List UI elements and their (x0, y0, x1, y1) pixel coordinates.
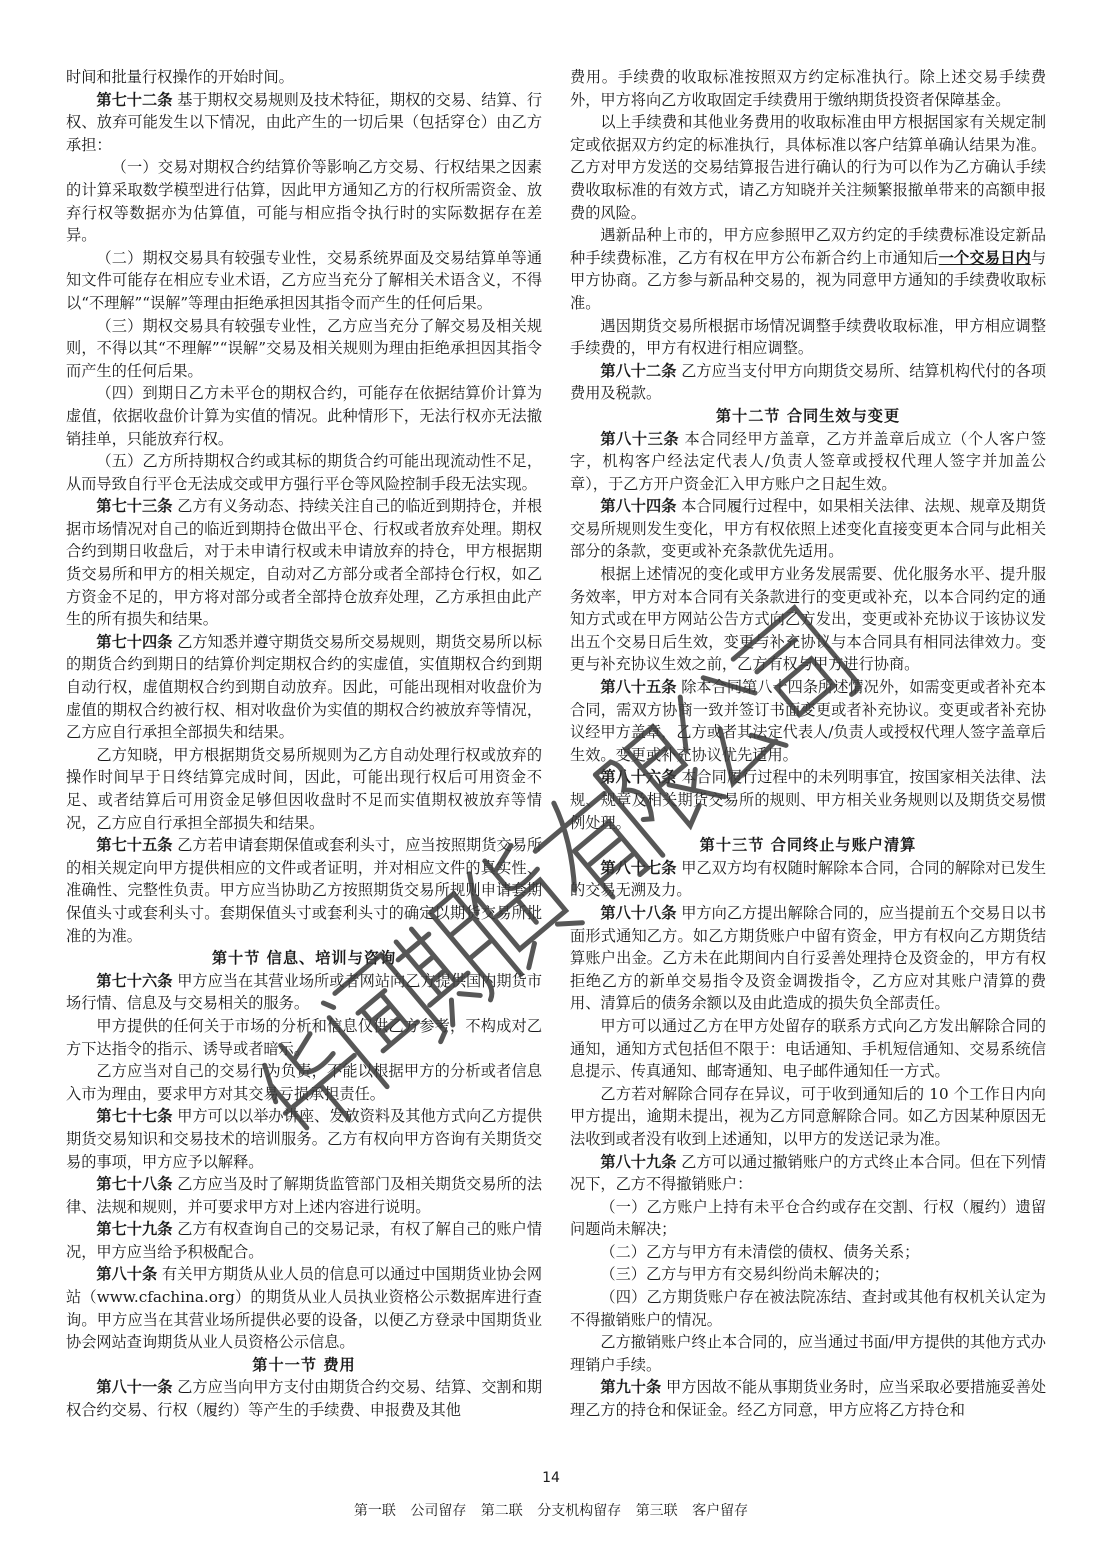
section-heading-13: 第十三节 合同终止与账户清算 (699, 836, 917, 855)
article-75: 第七十五条 乙方若申请套期保值或套利头寸，应当按照期货交易所的相关规定向甲方提供相应的文件或者证明，并对相应文件的真实性、准确性、完整性负责。甲方应当协助乙方按照期货交易所规则申请套期保值头寸或套利头寸。套期保值头寸或套利头寸的确定以期货交易所批准的为准。 (66, 836, 543, 945)
paragraph: 费用。手续费的收取标准按照双方约定标准执行。除上述交易手续费外，甲方将向乙方收取固定手续费用于缴纳期货投资者保障基金。 (570, 68, 1046, 109)
article-82: 第八十二条 乙方应当支付甲方向期货交易所、结算机构代付的各项费用及税款。 (570, 361, 1047, 403)
article-72: 第七十二条 基于期权交易规则及技术特征，期权的交易、结算、行权、放弃可能发生以下情况，由此产生的一切后果（包括穿仓）由乙方承担： (66, 90, 543, 154)
section-heading-12: 第十二节 合同生效与变更 (715, 406, 901, 425)
list-item: （四）乙方期货账户存在被法院冻结、查封或其他有权机关认定为不得撤销账户的情况。 (570, 1288, 1046, 1329)
article-84: 第八十四条 本合同履行过程中，如果相关法律、法规、规章及期货交易所规则发生变化，甲方有权依照上述变化直接变更本合同与此相关部分的条款，变更或补充条款优先适用。 (570, 497, 1047, 561)
paragraph: 甲方可以通过乙方在甲方处留存的联系方式向乙方发出解除合同的通知，通知方式包括但不限于：电话通知、手机短信通知、交易系统信息提示、传真通知、邮寄通知、电子邮件通知任一方式。 (570, 1016, 1046, 1081)
article-86: 第八十六条 本合同履行过程中的未列明事宜，按国家相关法律、法规、规章及相关期货交易所的规则、甲方相关业务规则以及期货交易惯例处理。 (570, 768, 1047, 832)
article-77: 第七十七条 甲方可以以举办讲座、发放资料及其他方式向乙方提供期货交易知识和交易技术的培训服务。乙方有权向甲方咨询有关期货交易的事项，甲方应予以解释。 (66, 1107, 543, 1171)
paragraph: （二）期权交易具有较强专业性，交易系统界面及交易结算单等通知文件可能存在相应专业术语，乙方应当充分了解相关术语含义，不得以“不理解”“误解”等理由拒绝承担因其指令而产生的任何后果。 (66, 248, 542, 312)
paragraph: 甲方提供的任何关于市场的分析和信息仅供乙方参考，不构成对乙方下达指令的指示、诱导或者暗示。 (66, 1016, 542, 1058)
article-90: 第九十条 甲方因故不能从事期货业务时，应当采取必要措施妥善处理乙方的持仓和保证金。经乙方同意，甲方应将乙方持仓和 (570, 1378, 1047, 1420)
right-column (570, 66, 1046, 1422)
list-item: （二）乙方与甲方有未清偿的债权、债务关系； (600, 1242, 920, 1261)
article-89: 第八十九条 乙方可以通过撤销账户的方式终止本合同。但在下列情况下，乙方不得撤销账户： (570, 1152, 1047, 1194)
article-78: 第七十八条 乙方应当及时了解期货监管部门及相关期货交易所的法律、法规和规则，并可要求甲方对上述内容进行说明。 (66, 1175, 543, 1216)
article-81: 第八十一条 乙方应当向甲方支付由期货合约交易、结算、交割和期权合约交易、行权（履约）等产生的手续费、申报费及其他 (66, 1378, 543, 1420)
section-heading-10: 第十节 信息、培训与咨询 (211, 949, 397, 968)
article-76: 第七十六条 甲方应当在其营业场所或者网站向乙方提供国内期货市场行情、信息及与交易相关的服务。 (66, 971, 543, 1013)
article-80: 第八十条 有关甲方期货从业人员的信息可以通过中国期货业协会网站（www.cfachina.org）的期货从业人员执业资格公示数据库进行查询。甲方应当在其营业场所提供必要的设备，以便乙方登录中国期货业协会网站查询期货从业人员资格公示信息。 (66, 1265, 543, 1352)
paragraph: 时间和批量行权操作的开始时间。 (66, 68, 294, 86)
paragraph: 乙方应当对自己的交易行为负责，不能以根据甲方的分析或者信息入市为理由，要求甲方对其交易亏损承担责任。 (66, 1062, 542, 1103)
section-heading-11: 第十一节 费用 (252, 1355, 356, 1374)
list-item: （一）乙方账户上持有未平仓合约或存在交割、行权（履约）遗留问题尚未解决； (570, 1197, 1046, 1239)
paragraph: （四）到期日乙方未平仓的期权合约，可能存在依据结算价计算为虚值，依据收盘价计算为实值的情况。此种情形下，无法行权亦无法撤销挂单，只能放弃行权。 (66, 384, 542, 448)
paragraph: 遇因期货交易所根据市场情况调整手续费收取标准，甲方相应调整手续费的，甲方有权进行相应调整。 (570, 316, 1046, 358)
paragraph: 遇新品种上市的，甲方应参照甲乙双方约定的手续费标准设定新品种手续费标准，乙方有权在甲方公布新合约上市通知后一个交易日内与甲方协商。乙方参与新品种交易的，视为同意甲方通知的手续费收取标准。 (570, 226, 1047, 312)
underlined-term: 一个交易日内 (938, 248, 1031, 267)
article-74: 第七十四条 乙方知悉并遵守期货交易所交易规则，期货交易所以标的期货合约到期日的结算价判定期权合约的实虚值，实值期权合约到期自动行权，虚值期权合约到期自动放弃。因此，可能出现相对收盘价为虚值的期权合约被行权、相对收盘价为实值的期权合约被放弃等情况，乙方应自行承担全部损失和结果。 (66, 632, 543, 742)
left-column (66, 66, 542, 1422)
article-87: 第八十七条 甲乙双方均有权随时解除本合同，合同的解除对已发生的交易无溯及力。 (570, 858, 1047, 900)
paragraph: 乙方若对解除合同存在异议，可于收到通知后的 10 个工作日内向甲方提出，逾期未提出，视为乙方同意解除合同。如乙方因某种原因无法收到或者没有收到上述通知，以甲方的发送记录为准。 (570, 1084, 1046, 1148)
list-item: （三）乙方与甲方有交易纠纷尚未解决的； (600, 1265, 889, 1284)
article-79: 第七十九条 乙方有权查询自己的交易记录，有权了解自己的账户情况，甲方应当给予积极配合。 (66, 1220, 543, 1261)
article-88: 第八十八条 甲方向乙方提出解除合同的，应当提前五个交易日以书面形式通知乙方。如乙方期货账户中留有资金，甲方有权向乙方期货结算账户出金。乙方未在此期间内自行妥善处理持仓及资金的，甲方有权拒绝乙方的新单交易指令及资金调拨指令，乙方应对其账户清算的费用、清算后的债务余额以及由此造成的损失负全部责任。 (570, 903, 1047, 1013)
paragraph: （三）期权交易具有较强专业性，乙方应当充分了解交易及相关规则，不得以其“不理解”“误解”交易及相关规则为理由拒绝承担因其指令而产生的任何后果。 (66, 316, 542, 380)
paragraph: 乙方撤销账户终止本合同的，应当通过书面/甲方提供的其他方式办理销户手续。 (570, 1333, 1046, 1374)
article-73: 第七十三条 乙方有义务动态、持续关注自己的临近到期持仓，并根据市场情况对自己的临近到期持仓做出平仓、行权或者放弃处理。期权合约到期日收盘后，对于未申请行权或未申请放弃的持仓，甲方根据期货交易所和甲方的相关规定，自动对乙方部分或者全部持仓行权，如乙方资金不足的，甲方将对部分或者全部持仓放弃处理，乙方承担由此产生的所有损失和结果。 (66, 497, 543, 629)
article-83: 第八十三条 本合同经甲方盖章，乙方并盖章后成立（个人客户签字，机构客户经法定代表人/负责人签章或授权代理人签字并加盖公章），于乙方开户资金汇入甲方账户之日起生效。 (570, 429, 1047, 493)
article-85: 第八十五条 除本合同第八十四条所述情况外，如需变更或者补充本合同，需双方协商一致并签订书面变更或者补充协议。变更或者补充协议经甲方盖章，乙方或者其法定代表人/负责人或授权代理人签字盖章后生效。变更或补充协议优先适用。 (570, 678, 1047, 764)
paragraph: 乙方知晓，甲方根据期货交易所规则为乙方自动处理行权或放弃的操作时间早于日终结算完成时间，因此，可能出现行权后可用资金不足、或者结算后可用资金足够但因收盘时不足而实值期权被放弃等情况，乙方应自行承担全部损失和结果。 (66, 745, 542, 832)
paragraph: （一）交易对期权合约结算价等影响乙方交易、行权结果之因素的计算采取数学模型进行估算，因此甲方通知乙方的行权所需资金、放弃行权等数据亦为估算值，可能与相应指令执行时的实际数据存在差异。 (66, 158, 542, 245)
footer-copy-distribution: 第一联 公司留存 第二联 分支机构留存 第三联 客户留存 (353, 1503, 749, 1519)
paragraph: （五）乙方所持期权合约或其标的期货合约可能出现流动性不足，从而导致自行平仓无法成交或甲方强行平仓等风险控制手段无法实现。 (66, 452, 542, 493)
paragraph: 以上手续费和其他业务费用的收取标准由甲方根据国家有关规定制定或依据双方约定的标准执行，具体标准以客户结算单确认结果为准。乙方对甲方发送的交易结算报告进行确认的行为可以作为乙方确认手续费收取标准的有效方式，请乙方知晓并关注频繁报撤单带来的高额申报费的风险。 (570, 113, 1046, 222)
paragraph: 根据上述情况的变化或甲方业务发展需要、优化服务水平、提升服务效率，甲方对本合同有关条款进行的变更或补充，以本合同约定的通知方式或在甲方网站公告方式向乙方发出，变更或补充协议于该协议发出五个交易日后生效，变更与补充协议与本合同具有相同法律效力。变更与补充协议生效之前，乙方有权与甲方进行协商。 (570, 565, 1046, 674)
page-number: 14 (542, 1470, 560, 1486)
